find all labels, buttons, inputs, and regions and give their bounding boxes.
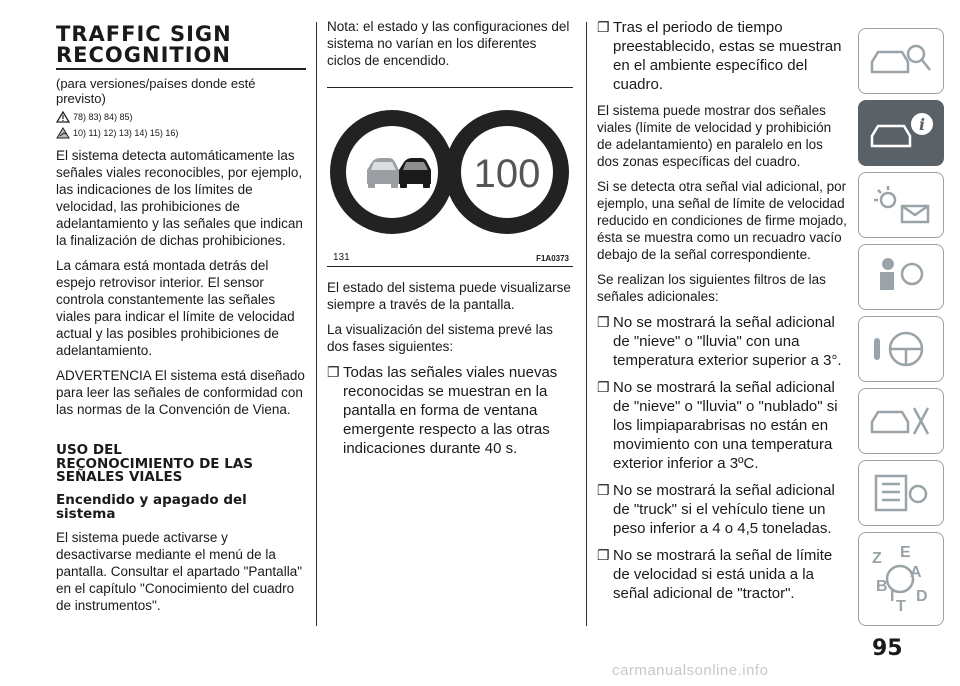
- subsection-heading: [56, 444, 306, 485]
- paragraph: ADVERTENCIA El sistema está diseñado para leer las señales de conformidad con las normas de la Convención de Viena.: [56, 368, 305, 417]
- checkbox-bullet-icon: ❐: [597, 482, 610, 498]
- svg-text:I: I: [890, 588, 895, 605]
- checkbox-bullet-icon: ❐: [597, 379, 610, 395]
- figure-traffic-signs: [327, 87, 573, 267]
- paragraph: Se realizan los siguientes filtros de las señales adicionales:: [597, 272, 826, 304]
- tab-technical-data[interactable]: [858, 460, 944, 526]
- column-divider: [316, 22, 317, 626]
- paragraph: La visualización del sistema prevé las dos fases siguientes:: [327, 322, 553, 354]
- bullet-text: Todas las señales viales nuevas reconocidas se muestran en la pantalla en forma de ventana emergente respecto a las otras indicaciones durante 40 s.: [343, 364, 558, 457]
- hand-note-icon: [56, 127, 70, 139]
- tab-car-wrench[interactable]: [858, 388, 944, 454]
- subsubsection-heading: [56, 493, 306, 521]
- svg-text:A: A: [910, 564, 922, 581]
- svg-text:B: B: [876, 578, 888, 595]
- bullet-item: [597, 481, 847, 538]
- heading-line: sistema: [56, 505, 116, 522]
- bullet-text: Tras el periodo de tiempo preestablecido, estas se muestran en el ambiente específico del cuadro.: [613, 19, 842, 93]
- svg-text:T: T: [896, 598, 906, 615]
- title-rule: [56, 68, 306, 70]
- paragraph: La cámara está montada detrás del espejo retrovisor interior. El sensor controla constantemente las señales viales para indicar el límite de velocidad actual y las posibles prohibiciones de adelantamiento.: [56, 258, 295, 358]
- warning-refs-2: [56, 127, 306, 139]
- bullet-item: [597, 313, 847, 370]
- page-number: 95: [872, 636, 903, 661]
- bullet-text: No se mostrará la señal adicional de "nieve" o "lluvia" con una temperatura exterior superior a 3°.: [613, 314, 842, 369]
- bullet-item: [597, 18, 847, 94]
- watermark: carmanualsonline.info: [612, 662, 769, 679]
- heading-line: USO DEL: [56, 442, 122, 458]
- svg-text:Z: Z: [872, 550, 882, 567]
- warning-refs-text-1: 78) 83) 84) 85): [73, 112, 133, 122]
- tab-car-search[interactable]: [858, 28, 944, 94]
- warning-triangle-icon: [56, 111, 70, 123]
- paragraph: El estado del sistema puede visualizarse siempre a través de la pantalla.: [327, 280, 571, 312]
- bullet-text: No se mostrará la señal adicional de "truck" si el vehículo tiene un peso inferior a 4 o 4,5 toneladas.: [613, 482, 835, 537]
- tab-steering-wheel[interactable]: [858, 316, 944, 382]
- title-line-1: TRAFFIC SIGN: [56, 22, 232, 46]
- checkbox-bullet-icon: ❐: [597, 547, 610, 563]
- no-overtaking-sign-icon: [330, 110, 454, 234]
- svg-text:i: i: [918, 115, 926, 134]
- figure-code: F1A0373: [536, 254, 569, 263]
- column-divider: [586, 22, 587, 626]
- warning-refs-1: [56, 111, 306, 123]
- paragraph: Si se detecta otra señal vial adicional, por ejemplo, una señal de límite de velocidad reducido en condiciones de firme mojado, ésta se muestra como un recuadro vacío debajo de la señal correspondiente.: [597, 179, 847, 262]
- section-title: [56, 24, 306, 66]
- tab-alphabetical-index[interactable]: [858, 532, 944, 626]
- car-wrench-icon: [866, 398, 936, 444]
- car-info-icon: [866, 110, 936, 156]
- checkbox-bullet-icon: ❐: [597, 19, 610, 35]
- paragraph: El sistema puede activarse y desactivarse mediante el menú de la pantalla. Consultar el apartado "Pantalla" en el capítulo "Conocimiento del cuadro de instrumentos".: [56, 529, 302, 613]
- heading-line: RECONOCIMIENTO DE LAS: [56, 455, 253, 472]
- heading-line: SEÑALES VIALES: [56, 469, 183, 485]
- warning-refs-text-2: 10) 11) 12) 13) 14) 15) 16): [73, 128, 179, 138]
- column-2: [327, 18, 573, 466]
- car-search-icon: [866, 38, 936, 84]
- svg-text:E: E: [900, 544, 911, 561]
- tab-warning-lights[interactable]: [858, 172, 944, 238]
- checkbox-bullet-icon: ❐: [597, 314, 610, 330]
- tab-airbag-seat[interactable]: [858, 244, 944, 310]
- airbag-seat-icon: [866, 254, 936, 300]
- figure-number: 131: [333, 252, 350, 263]
- paragraph: Nota: el estado y las configuraciones del sistema no varían en los diferentes ciclos de encendido.: [327, 19, 570, 68]
- traffic-signs-illustration: [327, 92, 573, 242]
- bullet-item: [597, 378, 847, 473]
- steering-wheel-icon: [866, 326, 936, 372]
- column-3: [597, 18, 847, 611]
- subtitle: (para versiones/países donde esté previsto): [56, 76, 256, 106]
- tab-car-info[interactable]: [858, 100, 944, 166]
- title-line-2: RECOGNITION: [56, 43, 231, 67]
- bullet-text: No se mostrará la señal de límite de velocidad si está unida a la señal adicional de "tractor".: [613, 547, 833, 602]
- bullet-item: [327, 363, 573, 458]
- bullet-text: No se mostrará la señal adicional de "nieve" o "lluvia" o "nublado" si los limpiaparabrisas no están en movimiento con una temperatura exterior inferior a 3ºC.: [613, 379, 838, 472]
- speed-limit-sign-icon: [445, 110, 569, 234]
- warning-lights-icon: [866, 182, 936, 228]
- speed-limit-value: 100: [473, 152, 541, 196]
- column-1: [56, 18, 306, 622]
- alphabetical-index-icon: [866, 539, 936, 619]
- paragraph: El sistema detecta automáticamente las señales viales reconocibles, por ejemplo, las indicaciones de los límites de velocidad, las prohibiciones de adelantamiento y las señales que indican la finalización de dichas prohibiciones.: [56, 148, 303, 248]
- svg-text:D: D: [916, 588, 928, 605]
- technical-data-icon: [866, 470, 936, 516]
- heading-line: Encendido y apagado del: [56, 491, 247, 508]
- bullet-item: [597, 546, 847, 603]
- paragraph: El sistema puede mostrar dos señales viales (límite de velocidad y prohibición de adelantamiento) en paralelo en los dos zonas específicas del cuadro.: [597, 103, 832, 169]
- checkbox-bullet-icon: ❐: [327, 364, 340, 380]
